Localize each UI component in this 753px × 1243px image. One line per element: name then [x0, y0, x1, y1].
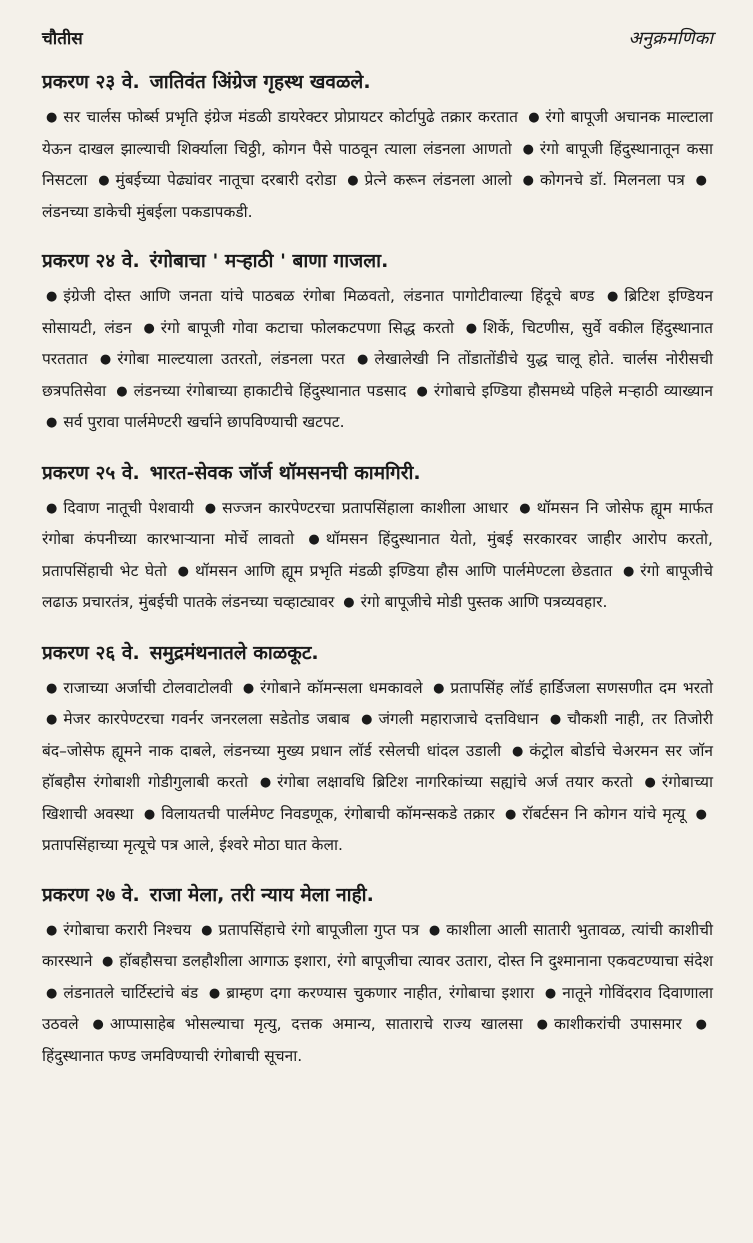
summary-item: प्रतापसिंहाचे रंगो बापूजीला गुप्त पत्र	[218, 920, 420, 939]
bullet-icon: ●	[428, 922, 441, 938]
summary-item: रंगोबाचे इण्डिया हौसमध्ये पहिले मऱ्हाठी व्याख्यान	[433, 381, 713, 400]
summary-item: कंट्रोल बोर्डाचे चेअरमन सर जॉन हॉबहौस रंगोबाशी गोडीगुलाबी करतो	[42, 741, 713, 791]
summary-item: रॉबर्टसन नि कोगन यांचे मृत्यू	[522, 804, 686, 823]
chapter-heading	[42, 68, 713, 96]
bullet-icon: ●	[465, 320, 478, 336]
chapter-number: प्रकरण २५ वे.	[42, 461, 140, 484]
summary-item: विलायतची पार्लमेण्ट निवडणूक, रंगोबाची कॉमन्सकडे तक्रार	[161, 804, 495, 823]
summary-item: प्रेत्ने करून लंडनला आलो	[364, 171, 512, 189]
chapter-title: जातिवंत अिंग्रेज गृहस्थ खवळले.	[149, 71, 371, 93]
chapter-title: रंगोबाचा ' मऱ्हाठी ' बाणा गाजला.	[149, 250, 389, 272]
summary-item: थॉमसन नि जोसेफ ह्यूम मार्फत रंगोबा कंपनीच्या कारभाऱ्याना मोर्चे लावतो	[42, 498, 714, 548]
bullet-icon: ●	[101, 954, 114, 969]
summary-item: आप्पासाहेब भोसल्याचा मृत्यु, दत्तक अमान्य, साताराचे राज्य खालसा	[109, 1015, 523, 1033]
bullet-icon: ●	[201, 922, 213, 938]
bullet-icon: ●	[143, 806, 156, 822]
bullet-icon: ●	[46, 985, 58, 1001]
summary-item: राजाच्या अर्जाची टोलवाटोलवी	[63, 678, 233, 697]
bullet-icon: ●	[46, 712, 58, 727]
summary-item: दिवाण नातूची पेशवायी	[63, 498, 194, 517]
summary-item: रंगो बापूजी अचानक माल्टाला येऊन दाखल झाल्याची शिर्क्याला चिठ्ठी, कोगन पैसे पाठवून त्याला लंडनला आणतो	[42, 108, 713, 158]
bullet-icon: ●	[204, 500, 217, 516]
bullet-icon: ●	[606, 289, 619, 304]
chapter-number: प्रकरण २७ वे.	[42, 883, 140, 906]
summary-item: रंगो बापूजीचे मोडी पुस्तक आणि पत्रव्यवहार.	[360, 593, 608, 611]
chapter-summary	[42, 915, 713, 1072]
chapter-number: प्रकरण २४ वे.	[42, 250, 140, 272]
summary-item: रंगो बापूजीचे लढाऊ प्रचारतंत्र, मुंबईची पातके लंडनच्या चव्हाट्यावर	[42, 561, 714, 611]
summary-item: नातूने गोविंदराव दिवाणाला उठवले	[42, 983, 713, 1033]
chapter-heading	[42, 881, 713, 909]
chapter-number: प्रकरण २६ वे.	[42, 641, 140, 664]
bullet-icon: ●	[695, 1017, 707, 1032]
summary-item: इंग्रेजी दोस्त आणि जनता यांचे पाठबळ रंगोबा मिळवतो, लंडनात पागोटीवाल्या हिंदूचे बण्ड	[63, 287, 595, 305]
chapter-heading	[42, 247, 713, 275]
summary-item: कोगनचे डॉ. मिलनला पत्र	[539, 171, 685, 189]
bullet-icon: ●	[92, 1017, 104, 1032]
summary-item: मेजर कारपेण्टरचा गवर्नर जनरलला सडेतोड जबाब	[63, 710, 350, 728]
chapter-title: समुद्रमंथनातले काळकूट.	[149, 641, 319, 664]
summary-item: सर चार्लस फोर्ब्स प्रभृति इंग्रेज मंडळी डायरेक्टर प्रोप्रायटर कोर्टापुढे तक्रार करतात	[63, 108, 518, 126]
summary-item: प्रतापसिंह लॉर्ड हार्डिजला सणसणीत दम भरतो	[450, 678, 713, 697]
summary-item: लंडनातले चार्टिस्टांचे बंड	[63, 983, 199, 1002]
bullet-icon: ●	[522, 141, 534, 157]
bullet-icon: ●	[177, 563, 189, 579]
bullet-icon: ●	[242, 680, 255, 696]
chapter-summary	[42, 281, 713, 439]
bullet-icon: ●	[46, 415, 58, 430]
table-of-contents	[42, 68, 713, 1071]
bullet-icon: ●	[695, 173, 707, 188]
summary-item: थॉमसन आणि ह्यूम प्रभृति मंडळी इण्डिया हौस आणि पार्लमेण्टला छेडतात	[195, 561, 613, 580]
summary-item: रंगो बापूजी गोवा कटाचा फोलकटपणा सिद्ध करतो	[160, 318, 455, 337]
bullet-icon: ●	[143, 320, 155, 336]
bullet-icon: ●	[357, 352, 369, 367]
bullet-icon: ●	[46, 680, 58, 696]
summary-item: लंडनच्या डाकेची मुंबईला पकडापकडी.	[42, 202, 253, 221]
bullet-icon: ●	[622, 563, 635, 579]
bullet-icon: ●	[544, 985, 557, 1001]
summary-item: सर्व पुरावा पार्लमेण्टरी खर्चाने छापविण्याची खटपट.	[63, 413, 345, 431]
summary-item: लंडनच्या रंगोबाच्या हाकाटीचे हिंदुस्थानात पडसाद	[133, 381, 407, 400]
chapter-summary	[42, 102, 713, 227]
chapter-title: भारत-सेवक जॉर्ज थॉमसनची कामगिरी.	[149, 461, 421, 484]
summary-item: हिंदुस्थानात फण्ड जमविण्याची रंगोबाची सूचना.	[42, 1046, 303, 1065]
summary-item: ब्रिटिश इण्डियन सोसायटी, लंडन	[42, 287, 713, 337]
bullet-icon: ●	[433, 680, 445, 696]
summary-item: जंगली महाराजाचे दत्तविधान	[378, 710, 539, 728]
chapter-heading	[42, 639, 713, 667]
summary-item: रंगोबाचा करारी निश्चय	[63, 920, 192, 939]
summary-item: काशीकरांची उपासमार	[553, 1015, 682, 1033]
summary-item: रंगोबाने कॉमन्सला धमकावले	[260, 678, 423, 697]
bullet-icon: ●	[99, 352, 112, 367]
summary-item: चौकशी नाही, तर तिजोरी बंद–जोसेफ ह्यूमने नाक दाबले, लंडनच्या मुख्य प्रधान लॉर्ड रसेलची धांदल उडाली	[42, 710, 713, 760]
bullet-icon: ●	[46, 110, 58, 125]
summary-item: रंगोबाच्या खिशाची अवस्था	[42, 773, 713, 823]
bullet-icon: ●	[549, 712, 562, 727]
bullet-icon: ●	[46, 922, 58, 938]
summary-item: मुंबईच्या पेढ्यांवर नातूचा दरबारी दरोडा	[115, 171, 337, 189]
bullet-icon: ●	[528, 110, 540, 125]
bullet-icon: ●	[361, 712, 373, 727]
bullet-icon: ●	[46, 289, 58, 304]
summary-item: प्रतापसिंहाच्या मृत्यूचे पत्र आले, ईश्वरे मोठा घात केला.	[42, 836, 343, 854]
bullet-icon: ●	[46, 500, 58, 516]
bullet-icon: ●	[644, 775, 656, 790]
chapter-title: राजा मेला, तरी न्याय मेला नाही.	[149, 883, 374, 906]
chapter-summary	[42, 493, 713, 619]
bullet-icon: ●	[308, 532, 320, 547]
summary-item: सज्जन कारपेण्टरचा प्रतापसिंहाला काशीला आधार	[222, 498, 509, 517]
summary-item: रंगो बापूजी हिंदुस्थानातून कसा निसटला	[42, 139, 713, 189]
bullet-icon: ●	[416, 383, 428, 399]
chapter-entry	[42, 247, 713, 439]
bullet-icon: ●	[259, 775, 272, 790]
bullet-icon: ●	[98, 173, 110, 188]
summary-item: हॉबहौसचा डलहौशीला आगाऊ इशारा, रंगो बापूजीचा त्यावर उतारा, दोस्त नि दुश्मानाना एकवटण्याचा संदेश	[119, 952, 714, 970]
bullet-icon: ●	[536, 1017, 548, 1032]
summary-item: रंगोबा माल्टयाला उतरतो, लंडनला परत	[117, 350, 345, 368]
chapter-heading	[42, 459, 713, 487]
chapter-number: प्रकरण २३ वे.	[42, 71, 140, 93]
summary-item: थॉमसन हिंदुस्थानात येतो, मुंबई सरकारवर जाहीर आरोप करतो, प्रतापसिंहाची भेट घेतो	[42, 530, 713, 580]
bullet-icon: ●	[208, 985, 221, 1001]
summary-item: रंगोबा लक्षावधि ब्रिटिश नागरिकांच्या सह्यांचे अर्ज तयार करतो	[277, 773, 633, 791]
bullet-icon: ●	[695, 806, 707, 822]
bullet-icon: ●	[505, 806, 517, 822]
chapter-entry	[42, 881, 713, 1072]
bullet-icon: ●	[519, 500, 531, 516]
chapter-entry	[42, 639, 713, 861]
summary-item: ब्राम्हण दगा करण्यास चुकणार नाहीत, रंगोबाचा इशारा	[226, 983, 535, 1002]
summary-item: काशीला आली सातारी भुतावळ, त्यांची काशीची कारस्थाने	[42, 920, 713, 970]
summary-item: शिर्के, चिटणीस, सुर्वे वकील हिंदुस्थानात परततात	[42, 318, 713, 368]
bullet-icon: ●	[116, 383, 128, 399]
chapter-summary	[42, 673, 713, 861]
summary-item: लेखालेखी नि तोंडातोंडीचे युद्ध चालू होते. चार्लस नोरीसची छत्रपतिसेवा	[42, 350, 714, 400]
section-title: अनुक्रमणिका	[628, 28, 713, 49]
chapter-entry	[42, 68, 713, 227]
bullet-icon: ●	[347, 173, 359, 188]
bullet-icon: ●	[343, 595, 355, 610]
bullet-icon: ●	[522, 173, 534, 188]
bullet-icon: ●	[512, 743, 524, 759]
page-number-word: चौतीस	[42, 29, 83, 49]
chapter-entry	[42, 459, 713, 619]
running-head	[42, 26, 713, 50]
